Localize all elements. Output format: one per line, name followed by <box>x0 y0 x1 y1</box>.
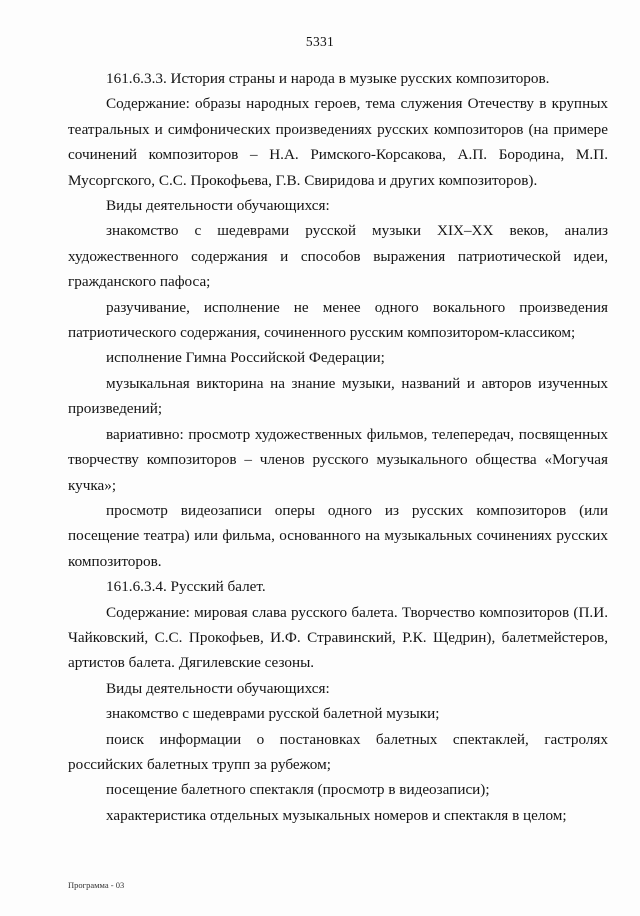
paragraph: разучивание, исполнение не менее одного вокального произведения патриотического содержания, сочиненного русским композитором-классиком; <box>68 298 608 342</box>
paragraph: посещение балетного спектакля (просмотр в видеозаписи); <box>106 781 490 799</box>
paragraph: поиск информации о постановках балетных спектаклей, гастролях российских балетных трупп за рубежом; <box>68 730 608 773</box>
paragraph: Виды деятельности обучающихся: <box>106 197 330 215</box>
paragraph: музыкальная викторина на знание музыки, названий и авторов изученных произведений; <box>68 374 608 418</box>
paragraph: просмотр видеозаписи оперы одного из русских композиторов (или посещение театра) или фильма, основанного на музыкальных сочинениях русских композиторов. <box>68 501 608 570</box>
paragraph: исполнение Гимна Российской Федерации; <box>106 349 385 367</box>
paragraph: Содержание: мировая слава русского балета. Творчество композиторов (П.И. Чайковский, С.С. Прокофьев, И.Ф. Стравинский, Р.К. Щедрин), балетмейстеров, артистов балета. Дягилевские сезоны. <box>68 603 608 672</box>
paragraph: вариативно: просмотр художественных фильмов, телепередач, посвященных творчеству композиторов – членов русского музыкального общества «Могучая кучка»; <box>68 425 608 494</box>
paragraph: Содержание: образы народных героев, тема служения Отечеству в крупных театральных и симфонических произведениях русских композиторов (на примере сочинений композиторов – Н.А. Римского-Корсакова, А.П. Бородина, М.П. Мусоргского, С.С. Прокофьева, Г.В. Свиридова и других композиторов). <box>68 95 608 189</box>
section-heading: 161.6.3.4. Русский балет. <box>106 578 266 596</box>
document-body <box>68 66 608 828</box>
paragraph: знакомство с шедеврами русской балетной музыки; <box>106 705 440 723</box>
paragraph: Виды деятельности обучающихся: <box>106 679 330 697</box>
paragraph: характеристика отдельных музыкальных номеров и спектакля в целом; <box>106 806 567 824</box>
section-heading: 161.6.3.3. История страны и народа в музыке русских композиторов. <box>106 70 550 87</box>
paragraph: знакомство с шедеврами русской музыки XIX–XX веков, анализ художественного содержания и способов выражения патриотической идеи, гражданского пафоса; <box>68 222 608 291</box>
page-footer: Программа - 03 <box>68 880 125 890</box>
page-number: 5331 <box>305 34 335 49</box>
